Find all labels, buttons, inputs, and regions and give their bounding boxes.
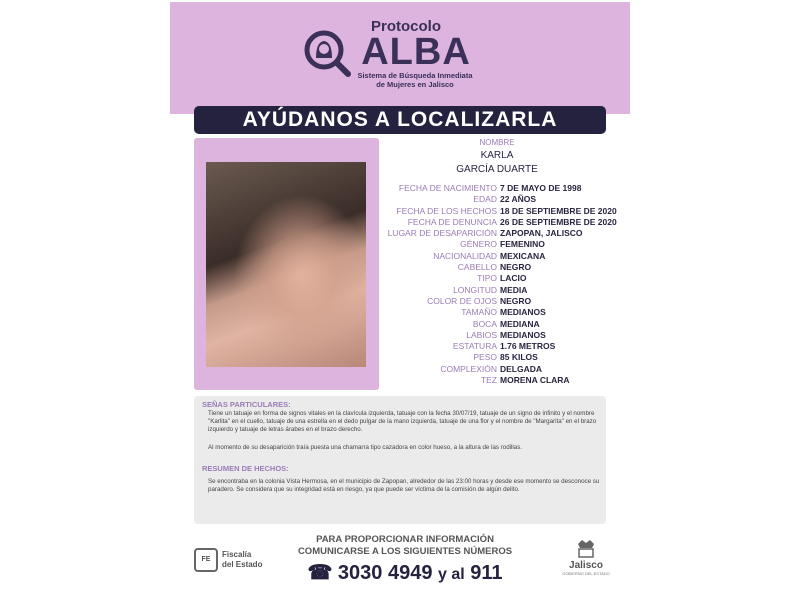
detail-label: CABELLO (457, 262, 497, 273)
jalisco-logo (556, 538, 616, 576)
detail-label: LONGITUD (453, 284, 497, 295)
senas-title: SEÑAS PARTICULARES: (202, 400, 291, 409)
detail-row (370, 285, 630, 296)
info-line-2: COMUNICARSE A LOS SIGUIENTES NÚMEROS (297, 546, 513, 557)
detail-row (370, 262, 630, 273)
nombre-label: NOMBRE (479, 138, 515, 147)
detail-value: NEGRO (500, 295, 532, 306)
jalisco-subtext: GOBIERNO DEL ESTADO (562, 571, 610, 576)
detail-row (370, 228, 630, 239)
subtitle-line-2: de Mujeres en Jalisco (376, 80, 454, 89)
detail-value: DELGADA (500, 363, 543, 374)
detail-row (370, 352, 630, 363)
detail-label: EDAD (473, 194, 497, 205)
person-details (370, 183, 630, 386)
detail-value: 1.76 METROS (500, 341, 556, 352)
alba-title: ALBA (361, 31, 471, 73)
phone-numbers (290, 560, 520, 588)
poster-header (170, 2, 630, 114)
resumen-paragraph: Se encontraba en la colonia Vista Hermosa, en el municipio de Zapopan, alrededor de las 23:00 horas y desde ese momento se desconoce su paradero. Se considera que su integridad está en riesgo, ya que puede ser víctima de la comisión de algún delito. (208, 478, 600, 493)
phone-main: 3030 4949 (337, 562, 433, 584)
senas-paragraph-2: Al momento de su desaparición traía puesta una chamarra tipo cazadora en color hueso, a la altura de las rodillas. (208, 444, 523, 451)
resumen-title: RESUMEN DE HECHOS: (202, 464, 289, 473)
detail-value: 22 AÑOS (500, 194, 537, 205)
detail-value: MEXICANA (500, 250, 546, 261)
jalisco-text: Jalisco (569, 560, 603, 571)
info-line-1: PARA PROPORCIONAR INFORMACIÓN (316, 534, 494, 545)
first-name: KARLA (480, 150, 514, 161)
help-locate-banner: AYÚDANOS A LOCALIZARLA (194, 106, 606, 134)
detail-label: COLOR DE OJOS (427, 295, 497, 306)
detail-value: ZAPOPAN, JALISCO (500, 228, 583, 239)
details-box (194, 396, 606, 524)
detail-row (370, 319, 630, 330)
fiscalia-text (222, 550, 262, 570)
alba-subtitle (350, 71, 480, 89)
detail-value: MEDIANA (500, 318, 540, 329)
detail-row (370, 364, 630, 375)
detail-value: MORENA CLARA (500, 375, 570, 386)
contact-info (290, 534, 520, 588)
phone-alt: 911 (470, 562, 503, 584)
detail-row (370, 273, 630, 284)
detail-label: TIPO (477, 273, 497, 284)
detail-label: ESTATURA (452, 341, 497, 352)
detail-value: MEDIA (500, 284, 528, 295)
detail-value: MEDIANOS (500, 307, 546, 318)
detail-label: BOCA (472, 318, 497, 329)
fiscalia-logo (194, 544, 274, 584)
person-photo-overlay (206, 162, 366, 367)
detail-label: FECHA DE LOS HECHOS (396, 205, 497, 216)
detail-row (370, 375, 630, 386)
phone-and: y al (438, 566, 465, 583)
detail-value: LACIO (500, 273, 527, 284)
missing-person-poster (170, 2, 630, 592)
detail-row (370, 251, 630, 262)
detail-label: TAMAÑO (461, 307, 497, 318)
alba-logo-icon (302, 28, 352, 78)
detail-value: FEMENINO (500, 239, 545, 250)
jalisco-crest-icon (574, 538, 598, 560)
detail-row (370, 296, 630, 307)
detail-label: FECHA DE NACIMIENTO (398, 183, 497, 193)
detail-row (370, 307, 630, 318)
protocolo-label: Protocolo (371, 18, 441, 35)
detail-row (370, 183, 630, 194)
photo-frame (194, 138, 379, 390)
detail-row (370, 194, 630, 205)
detail-label: LABIOS (466, 329, 497, 340)
fe-badge-icon: FE (194, 548, 218, 572)
detail-label: NACIONALIDAD (433, 250, 497, 261)
detail-label: FECHA DE DENUNCIA (407, 216, 497, 227)
detail-row (370, 239, 630, 250)
last-name: GARCÍA DUARTE (456, 164, 538, 175)
detail-value: 85 KILOS (500, 352, 538, 363)
detail-label: LUGAR DE DESAPARICIÓN (387, 228, 497, 239)
phone-icon: ☎ (307, 562, 333, 584)
detail-value: 18 DE SEPTIEMBRE DE 2020 (500, 205, 617, 216)
detail-row (370, 341, 630, 352)
detail-row (370, 217, 630, 228)
subtitle-line-1: Sistema de Búsqueda Inmediata (357, 71, 473, 80)
senas-paragraph-1: Tiene un tatuaje en forma de signos vitales en la clavícula izquierda, tatuaje con la fecha 30/07/19, tatuaje de un signo de infinito y el nombre "Karlita" en el cuello, tatuaje de una estrella en el dedo pulgar de la mano izquierda, tatuaje de una flor y el nombre de "Margarita" en el brazo izquierdo y tatuaje de letras árabes en el brazo derecho. (208, 410, 597, 433)
detail-label: GÉNERO (460, 239, 497, 250)
detail-row (370, 206, 630, 217)
detail-label: PESO (473, 352, 497, 363)
detail-value: 7 DE MAYO DE 1998 (500, 183, 582, 193)
detail-row (370, 330, 630, 341)
detail-label: COMPLEXIÓN (440, 363, 497, 374)
fiscalia-line-1: Fiscalía (222, 550, 252, 559)
detail-value: NEGRO (500, 262, 532, 273)
detail-label: TEZ (480, 375, 497, 386)
fiscalia-line-2: del Estado (222, 560, 263, 569)
detail-value: MEDIANOS (500, 329, 546, 340)
detail-value: 26 DE SEPTIEMBRE DE 2020 (500, 216, 617, 227)
